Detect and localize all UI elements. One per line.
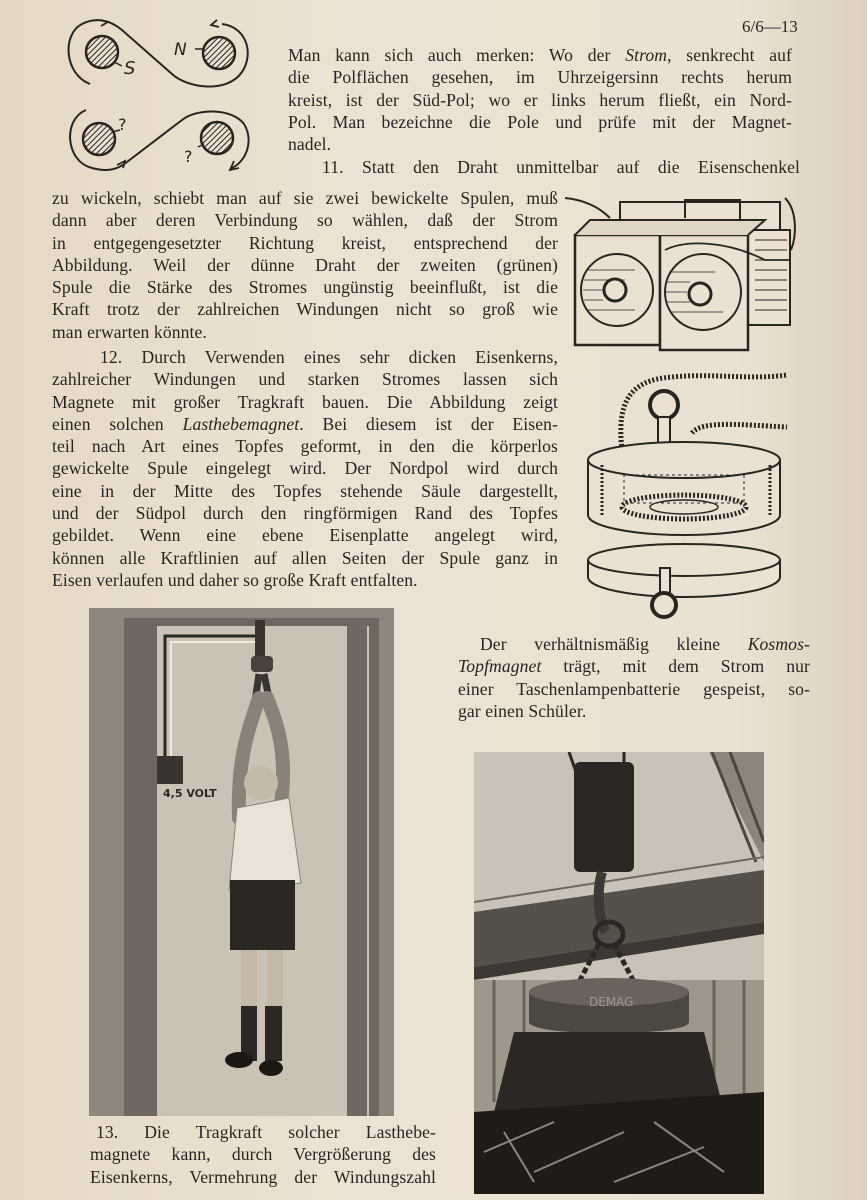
photo-illustration [474, 752, 764, 1194]
text-line: 13. Die Tragkraft solcher Lasthebe- [96, 1122, 436, 1142]
text-line: gar einen Schüler. [458, 700, 587, 721]
two-coil-electromagnet-drawing [565, 190, 805, 355]
label-n: N [174, 40, 187, 60]
text-line: zu wickeln, schiebt man auf sie zwei bewickelte Spulen, muß [52, 188, 558, 208]
text-line: Magnete mit großer Tragkraft bauen. Die Abbildung zeigt [52, 391, 558, 412]
text-line: 12. Durch Verwenden eines sehr dicken Eisenkerns, [100, 347, 558, 367]
text-line: Kraft trotz der zahlreichen Windungen nicht so groß wie [52, 299, 558, 320]
text-line: Man kann sich auch merken: Wo der Strom, senkrecht auf [288, 45, 792, 65]
text-line: einen solchen Lasthebemagnet. Bei diesem ist der Eisen- [52, 413, 558, 434]
text-line: Eisen verlaufen und daher so große Kraft entfalten. [52, 569, 418, 590]
text-line: einer Taschenlampenbatterie gespeist, so- [458, 678, 810, 699]
text-line: gewickelte Spule eingelegt wird. Der Nordpol wird durch [52, 458, 558, 479]
label-s: S [124, 58, 136, 79]
photo-industrial-lifting-magnet [474, 752, 764, 1194]
text-line: Abbildung. Weil der dünne Draht der zweiten (grünen) [52, 254, 558, 275]
text-line: Der verhältnismäßig kleine Kosmos- [480, 634, 810, 654]
photo-boy-hanging-from-pot-magnet [89, 608, 394, 1116]
text-line: Pol. Man bezeichne die Pole und prüfe mit der Magnet- [288, 111, 792, 132]
crane-magnet-brand-label: DEMAG [589, 995, 634, 1009]
text-line: und der Südpol durch den ringförmigen Rand des Topfes [52, 503, 558, 524]
section-11-paragraph [52, 187, 558, 343]
section-12-paragraph [52, 346, 558, 591]
text-line: teil nach Art eines Topfes geformt, in den die körperlos [52, 436, 558, 457]
intro-paragraph [288, 44, 792, 155]
text-line: in entgegengesetzter Richtung kreist, entsprechend der [52, 232, 558, 253]
section-13-paragraph [90, 1121, 436, 1188]
page-number: 6/6—13 [742, 17, 798, 36]
battery-voltage-label: 4,5 VOLT [163, 787, 217, 800]
text-line: magnete kann, durch Vergrößerung des [90, 1144, 436, 1165]
pole-south [86, 36, 122, 68]
label-unknown-1: ? [118, 115, 127, 134]
text-line: können alle Kraftlinien auf allen Seiten der Spule ganz in [52, 547, 558, 568]
text-line: man erwarten könnte. [52, 321, 207, 342]
text-line: Eisenkerns, Vermehrung der Windungszahl [90, 1166, 436, 1187]
pole-unknown-left [83, 123, 120, 155]
pot-magnet-drawing [582, 365, 797, 630]
text-line: die Polflächen gesehen, im Uhrzeigersinn rechts herum [288, 67, 792, 88]
text-line: kreist, ist der Süd-Pol; wo er links herum fließt, ein Nord- [288, 89, 792, 110]
text-line: Spule die Stärke des Stromes ungünstig beeinflußt, ist die [52, 277, 558, 298]
text-line: gebildet. Wenn eine ebene Eisenplatte angelegt wird, [52, 525, 558, 546]
text-line: eine in der Mitte des Topfes stehende Säule dargestellt, [52, 480, 558, 501]
label-unknown-2: ? [184, 147, 193, 166]
text-line: dann aber deren Verbindung so wählen, daß der Strom [52, 210, 558, 231]
pole-north [195, 37, 235, 69]
section-11-first-line: 11. Statt den Draht unmittelbar auf die Eisenschenkel [322, 157, 800, 177]
caption-kosmos-topfmagnet [458, 633, 810, 722]
text-line: nadel. [288, 134, 332, 155]
text-line: zahlreicher Windungen und starken Stromes lassen sich [52, 369, 558, 390]
text-line: Topfmagnet trägt, mit dem Strom nur [458, 656, 810, 677]
photo-illustration [89, 608, 394, 1116]
pole-current-diagram [62, 12, 262, 172]
pole-unknown-right [198, 122, 233, 154]
